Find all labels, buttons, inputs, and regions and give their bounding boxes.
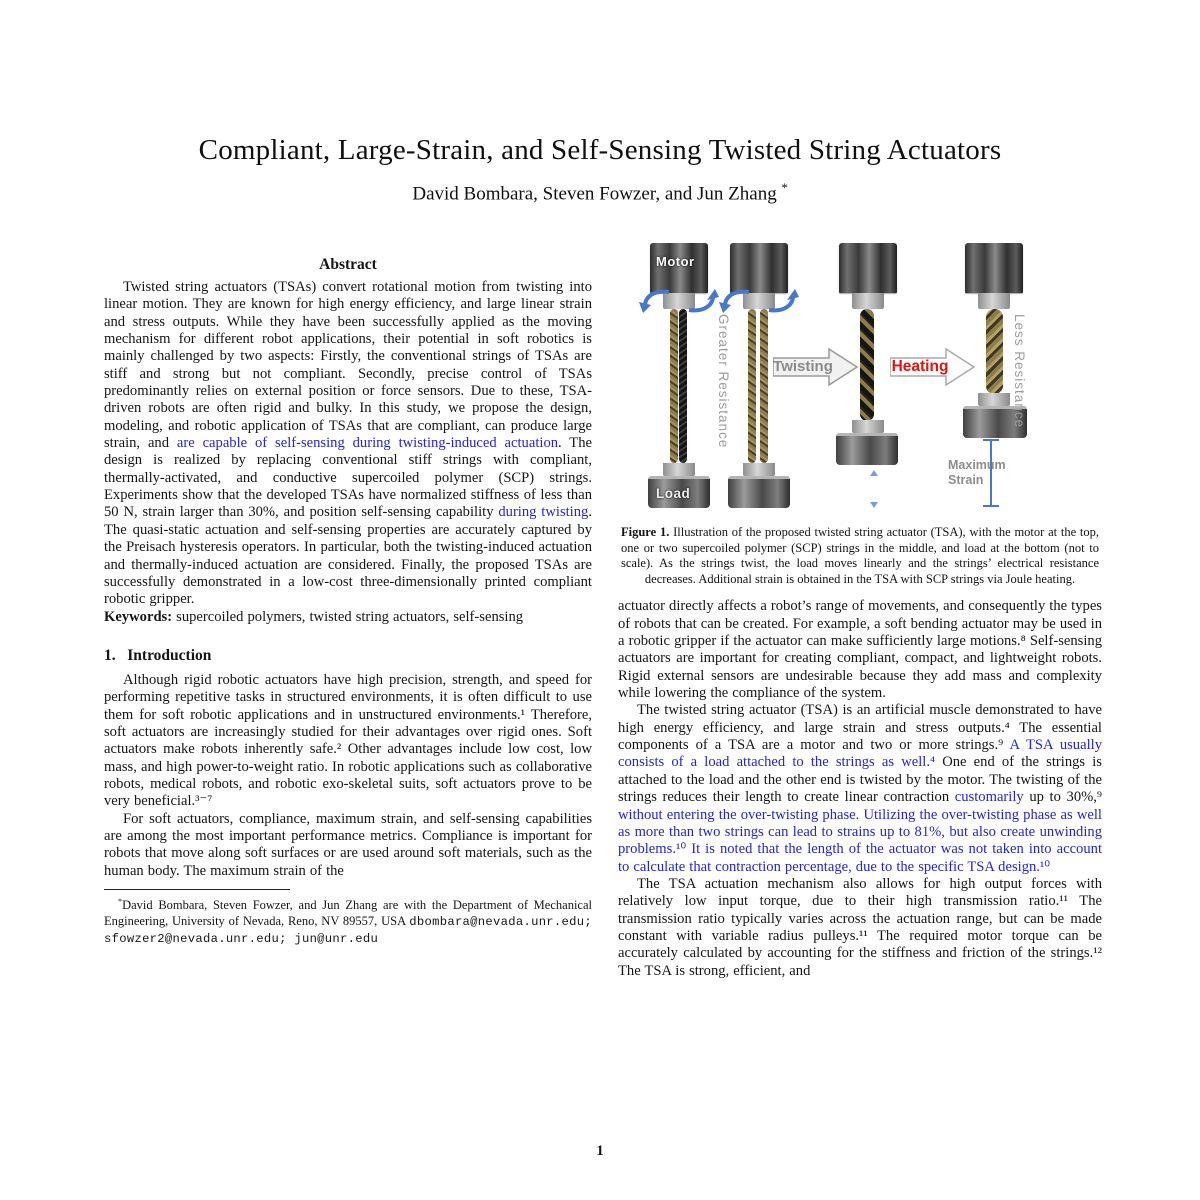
twisting-label: Twisting [773,358,833,375]
tsa3-load [836,433,898,465]
figure-1-caption-label: Figure 1. [621,525,670,539]
maximum-strain-label [910,458,1006,487]
tsa1-scp-string [670,309,678,463]
maximum-strain-line2: Strain [948,473,984,487]
maximum-strain-line1: Maximum [948,458,1006,472]
abstract-paragraph: Twisted string actuators (TSAs) convert rotational motion from twisting into linear motion. They are known for high energy efficiency, and large linear strain and stress outputs. While they have been successfully applied as the moving mechanism for different robot applications, their potential in soft robotics is mainly challenged by two aspects: Firstly, the conventional strings of TSAs are stiff and strong but not compliant. Secondly, precise control of TSAs predominantly relies on external position or force sensors. Due to these, TSA-driven robots are often rigid and bulky. In this study, we propose the design, modeling, and robotic application of TSAs that are compliant, can produce large strain, and are capable of self-sensing during twisting-induced actuation. The design is realized by replacing conventional stiff strings with compliant, thermally-activated, and conductive supercoiled polymer (SCP) strings. Experiments show that the developed TSAs have normalized stiffness of less than 50 N, strain larger than 30%, and position self-sensing capability during twisting. The quasi-static actuation and self-sensing properties are accurately captured by the Preisach hysteresis operators. In particular, both the twisting-induced actuation and thermally-induced actuation are considered. Finally, the proposed TSAs are successfully demonstrated in a low-cost three-dimensionally printed compliant robotic gripper. [104,279,592,608]
page-number: 1 [596,1143,604,1159]
tsa3-twisted-string [860,309,874,421]
tsa4-motor-coupling [978,293,1010,309]
tsa2-rotation-arrows-icon [717,288,801,314]
tsa2-load [728,476,790,508]
maximum-strain-measure-line-icon [980,436,1002,510]
introduction-paragraph-2: For soft actuators, compliance, maximum strain, and self-sensing capabilities are among the most important performance metrics. Compliance is important for robots that move along soft surfaces or are used around soft materials, such as the human body. The maximum strain of the [104,810,592,879]
tsa4-load-coupling [978,393,1010,406]
tsa2-scp-string-right [760,309,768,463]
left-column [104,256,592,948]
tsa3-strain-mark-bottom-icon [870,502,878,508]
right-paragraph-3: The TSA actuation mechanism also allows for high output forces with relatively low input torque, due to their high transmission ratio.¹¹ The transmission ratio typically varies across the actuation range, but can be made constant with variable radius pulleys.¹¹ The required motor torque can be accurately calculated by accounting for the stiffness and friction of the strings.¹² The TSA is strong, efficient, and [618,875,1102,979]
introduction-paragraph-1: Although rigid robotic actuators have high precision, strength, and speed for performing repetitive tasks in structured environments, it is often difficult to use them for soft robotic applications and in unstructured environments.¹ Therefore, soft actuators are increasingly studied for their advantages over rigid ones. Soft actuators make robots inherently safe.² Other advantages include low cost, low mass, and high power-to-weight ratio. In robotic applications such as collaborative robots, medical robots, and robotic exo-skeletal suits, soft actuators prove to be very beneficial.³⁻⁷ [104,671,592,810]
author-footnote: *David Bombara, Steven Fowzer, and Jun Zhang are with the Department of Mechanical Engineering, University of Nevada, Reno, NV 89557, USA dbombara@nevada.unr.edu; sfowzer2@nevada.unr.edu; jun@unr.edu [104,897,592,946]
tsa3-motor [839,243,897,293]
keywords-text: supercoiled polymers, twisted string actuators, self-sensing [172,608,524,625]
tsa4-twisted-string [986,309,1003,394]
keywords-line [104,609,592,626]
right-paragraph-2: The twisted string actuator (TSA) is an artificial muscle demonstrated to have high energy efficiency, and large strain and stress outputs.⁴ The essential components of a TSA are a motor and two or more strings.⁹ A TSA usually consists of a load attached to the strings as well.⁴ One end of the strings is attached to the load and the other end is twisted by the motor. The twisting of the strings reduces their length to create linear contraction customarily up to 30%,⁹ without entering the over-twisting phase. Utilizing the over-twisting phase as well as more than two strings can lead to strains up to 81%, but also create unwinding problems.¹⁰ It is noted that the length of the actuator was not taken into account to calculate that contraction percentage, due to the specific TSA design.¹⁰ [618,702,1103,875]
abstract-heading: Abstract [319,256,377,273]
authors-line: David Bombara, Steven Fowzer, and Jun Zhang * [412,181,788,205]
keywords-label: Keywords: [104,608,173,625]
tsa4-motor [965,243,1023,293]
heating-label: Heating [891,358,949,375]
figure-1-illustration [618,230,1102,522]
tsa3-load-coupling [852,420,884,433]
figure-1-caption-text: Illustration of the proposed twisted string actuator (TSA), with the motor at the top, one or two supercoiled polymer (SCP) strings in the middle, and load at the bottom (not to scale). As the strings twist, the load moves linearly and the strings’ electrical resistance decreases. Additional strain is obtained in the TSA with SCP strings via Joule heating. [621,525,1099,586]
tsa3-strain-mark-top-icon [870,470,878,476]
tsa2-load-coupling [743,463,775,476]
tsa3-motor-coupling [852,293,884,309]
greater-resistance-label: Greater Resistance [716,314,731,449]
figure-1-caption [618,525,1102,587]
introduction-heading: 1. Introduction [104,646,212,664]
tsa1-black-string [679,309,687,463]
tsa1-load-label: Load [656,486,691,501]
tsa2-scp-string-left [748,309,756,463]
tsa2-motor [730,243,788,293]
less-resistance-label: Less Resistance [1012,314,1027,429]
right-paragraph-1: actuator directly affects a robot’s range of movements, and consequently the types of robots that can be created. For example, a soft bending actuator may be used in a robotic gripper if the actuator can make sufficiently large motions.⁸ Self-sensing actuators are important for creating compliant, compact, and lightweight robots. Rigid external sensors are undesirable because they add mass and complexity while lowering the compliance of the system. [618,598,1102,702]
page-title: Compliant, Large-Strain, and Self-Sensing Twisted String Actuators [198,134,1002,166]
right-column-body [618,598,1102,980]
right-column [618,230,1102,980]
tsa1-load-coupling [663,463,695,476]
footnote-divider [104,889,290,890]
tsa1-motor-label: Motor [656,254,695,269]
